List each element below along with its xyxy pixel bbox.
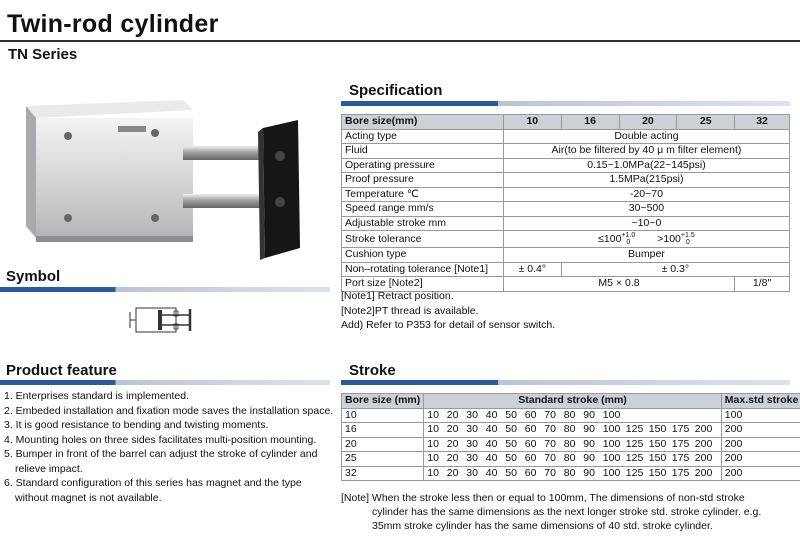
stroke-value: 30 [466, 437, 478, 450]
feature-list [4, 389, 334, 505]
bore-size-cell: 20 [342, 437, 424, 452]
max-stroke-cell: 200 [721, 437, 800, 452]
stroke-value: 100 [602, 466, 621, 479]
table-row [342, 129, 790, 144]
stroke-value: 50 [505, 466, 517, 479]
title-divider [0, 40, 800, 42]
bore-size-cell: 16 [342, 423, 424, 438]
stroke-value: 20 [446, 437, 459, 450]
note-line: cylinder has the same dimensions as the next longer stroke std. stroke cylinder. e.g. [372, 506, 762, 518]
section-rule [0, 287, 330, 292]
stroke-value: 90 [583, 466, 595, 479]
note-line: 35mm stroke cylinder has the same dimensions of 40 std. stroke cylinder. [372, 520, 713, 532]
row-label: Non–rotating tolerance [Note1] [342, 262, 504, 277]
stroke-value: 50 [505, 408, 517, 421]
stroke-value: 175 [671, 452, 690, 465]
stroke-note [341, 491, 791, 533]
table-header-row [342, 394, 800, 409]
stroke-value: 90 [583, 423, 595, 436]
tolerance-upper: +1.0 [621, 232, 636, 239]
table-header-cell: Bore size (mm) [342, 394, 424, 409]
stroke-value: 30 [466, 423, 478, 436]
stroke-value: 30 [466, 466, 478, 479]
stroke-value: 125 [625, 466, 644, 479]
stroke-value: 125 [625, 452, 644, 465]
stroke-value: 10 [427, 452, 439, 465]
table-row [342, 466, 800, 481]
row-value: Double acting [503, 129, 789, 144]
row-label: Temperature ℃ [342, 187, 504, 202]
stroke-value: 30 [466, 452, 478, 465]
stroke-value: 10 [427, 466, 439, 479]
tolerance-condition: ≤100 [598, 232, 622, 245]
bore-size-cell: 32 [342, 466, 424, 481]
stroke-value: 60 [524, 452, 537, 465]
stroke-value: 70 [544, 437, 556, 450]
standard-stroke-cell [424, 408, 722, 423]
stroke-value: 200 [694, 466, 713, 479]
stroke-value: 40 [485, 437, 498, 450]
section-heading-symbol: Symbol [6, 268, 61, 285]
section-rule [341, 380, 790, 385]
section-heading-stroke: Stroke [349, 362, 396, 379]
stroke-table [341, 393, 800, 481]
table-row [342, 202, 790, 217]
stroke-value: 80 [563, 466, 576, 479]
list-item: 3. It is good resistance to bending and twisting moments. [4, 419, 269, 431]
stroke-value: 175 [671, 437, 690, 450]
table-row [342, 173, 790, 188]
row-label: Operating pressure [342, 158, 504, 173]
stroke-value: 200 [694, 423, 713, 436]
row-label: Fluid [342, 144, 504, 159]
list-item: 4. Mounting holes on three sides facilitates multi-position mounting. [4, 433, 317, 446]
stroke-value: 70 [544, 423, 556, 436]
row-label: Proof pressure [342, 173, 504, 188]
stroke-value: 20 [446, 452, 459, 465]
row-value: 1/8" [735, 277, 790, 292]
row-label: Port size [Note2] [342, 277, 504, 292]
standard-stroke-cell [424, 423, 722, 438]
table-header-cell: 20 [619, 115, 677, 130]
bore-size-cell: 10 [342, 408, 424, 423]
product-image [18, 98, 308, 268]
stroke-value: 40 [485, 452, 498, 465]
stroke-value: 100 [602, 437, 621, 450]
table-row [342, 452, 800, 467]
row-value: Air(to be filtered by 40 μ m filter element) [503, 144, 789, 159]
stroke-value: 90 [583, 452, 595, 465]
table-header-cell: 32 [735, 115, 790, 130]
stroke-value: 200 [694, 437, 713, 450]
stroke-value: 175 [671, 423, 690, 436]
stroke-value: 40 [485, 423, 498, 436]
max-stroke-cell: 200 [721, 423, 800, 438]
row-value: 0.15~1.0MPa(22~145psi) [503, 158, 789, 173]
tolerance-lower: 0 [626, 239, 631, 246]
row-value: 30~500 [503, 202, 789, 217]
stroke-value: 60 [524, 466, 537, 479]
cylinder-symbol-diagram [128, 304, 198, 336]
max-stroke-cell: 100 [721, 408, 800, 423]
table-header-row [342, 115, 790, 130]
note-line: [Note] When the stroke less then or equal to 100mm, The dimensions of non-std stroke [341, 492, 745, 504]
table-row [342, 158, 790, 173]
row-value [503, 231, 789, 248]
table-header-cell: 10 [503, 115, 561, 130]
stroke-value: 80 [563, 408, 576, 421]
list-item: 1. Enterprises standard is implemented. [4, 390, 190, 402]
stroke-value: 20 [446, 466, 459, 479]
stroke-value: 100 [602, 408, 621, 421]
note-line: [Note2]PT thread is available. [341, 304, 479, 317]
stroke-value: 150 [648, 423, 667, 436]
table-row [342, 187, 790, 202]
tolerance-condition: >100 [657, 232, 681, 245]
table-row [342, 231, 790, 248]
tolerance-upper: +1.5 [680, 232, 695, 239]
stroke-value: 80 [563, 423, 576, 436]
row-value: ± 0.4° [503, 262, 561, 277]
stroke-value: 150 [648, 466, 667, 479]
stroke-value: 40 [485, 408, 498, 421]
row-label: Acting type [342, 129, 504, 144]
stroke-value: 100 [602, 423, 621, 436]
note-line: [Note1] Retract position. [341, 290, 454, 302]
stroke-value: 50 [505, 423, 517, 436]
row-label: Adjustable stroke mm [342, 216, 504, 231]
table-header-cell: Max.std stroke [721, 394, 800, 409]
stroke-value: 70 [544, 466, 556, 479]
section-rule [341, 101, 790, 106]
table-row [342, 408, 800, 423]
section-rule [0, 380, 330, 385]
stroke-value: 80 [563, 452, 576, 465]
stroke-value: 90 [583, 408, 595, 421]
stroke-value: 150 [648, 452, 667, 465]
table-row [342, 262, 790, 277]
max-stroke-cell: 200 [721, 466, 800, 481]
table-header-cell: Bore size(mm) [342, 115, 504, 130]
stroke-value: 125 [625, 423, 644, 436]
stroke-value: 70 [544, 408, 556, 421]
stroke-value: 175 [671, 466, 690, 479]
section-heading-specification: Specification [349, 82, 443, 99]
tolerance-lower: 0 [685, 239, 690, 246]
row-value: Bumper [503, 248, 789, 263]
row-value: -20~70 [503, 187, 789, 202]
stroke-value: 50 [505, 437, 517, 450]
stroke-value: 80 [563, 437, 576, 450]
row-value: 1.5MPa(215psi) [503, 173, 789, 188]
row-value: ± 0.3° [561, 262, 789, 277]
series-subtitle: TN Series [8, 46, 78, 63]
standard-stroke-cell [424, 466, 722, 481]
stroke-value: 10 [427, 423, 439, 436]
list-item: 5. Bumper in front of the barrel can adjust the stroke of cylinder and relieve impact. [4, 448, 318, 475]
stroke-value: 20 [446, 423, 459, 436]
standard-stroke-cell [424, 452, 722, 467]
table-row [342, 423, 800, 438]
stroke-value: 60 [524, 408, 537, 421]
specification-notes [341, 289, 555, 333]
table-row [342, 437, 800, 452]
stroke-value: 40 [485, 466, 498, 479]
stroke-value: 10 [427, 437, 439, 450]
stroke-value: 20 [446, 408, 459, 421]
section-heading-product-feature: Product feature [6, 362, 117, 379]
list-item: 2. Embeded installation and fixation mode saves the installation space. [4, 404, 334, 417]
stroke-value: 125 [625, 437, 644, 450]
table-header-cell: Standard stroke (mm) [424, 394, 722, 409]
stroke-value: 150 [648, 437, 667, 450]
stroke-value: 10 [427, 408, 439, 421]
stroke-value: 60 [524, 437, 537, 450]
row-value: M5 × 0.8 [503, 277, 734, 292]
stroke-value: 50 [505, 452, 517, 465]
standard-stroke-cell [424, 437, 722, 452]
table-header-cell: 16 [561, 115, 619, 130]
row-value: ~10~0 [503, 216, 789, 231]
stroke-value: 30 [466, 408, 478, 421]
table-row [342, 248, 790, 263]
bore-size-cell: 25 [342, 452, 424, 467]
row-label: Cushion type [342, 248, 504, 263]
max-stroke-cell: 200 [721, 452, 800, 467]
stroke-value: 200 [694, 452, 713, 465]
stroke-value: 70 [544, 452, 556, 465]
stroke-value: 100 [602, 452, 621, 465]
stroke-value: 90 [583, 437, 595, 450]
stroke-value: 60 [524, 423, 537, 436]
table-row [342, 216, 790, 231]
specification-table [341, 114, 790, 292]
page-title: Twin-rod cylinder [7, 10, 219, 38]
list-item: 6. Standard configuration of this series has magnet and the type without magnet is not available. [4, 477, 302, 504]
note-line: Add) Refer to P353 for detail of sensor switch. [341, 319, 556, 331]
table-row [342, 144, 790, 159]
row-label: Stroke tolerance [342, 231, 504, 248]
row-label: Speed range mm/s [342, 202, 504, 217]
table-header-cell: 25 [677, 115, 735, 130]
